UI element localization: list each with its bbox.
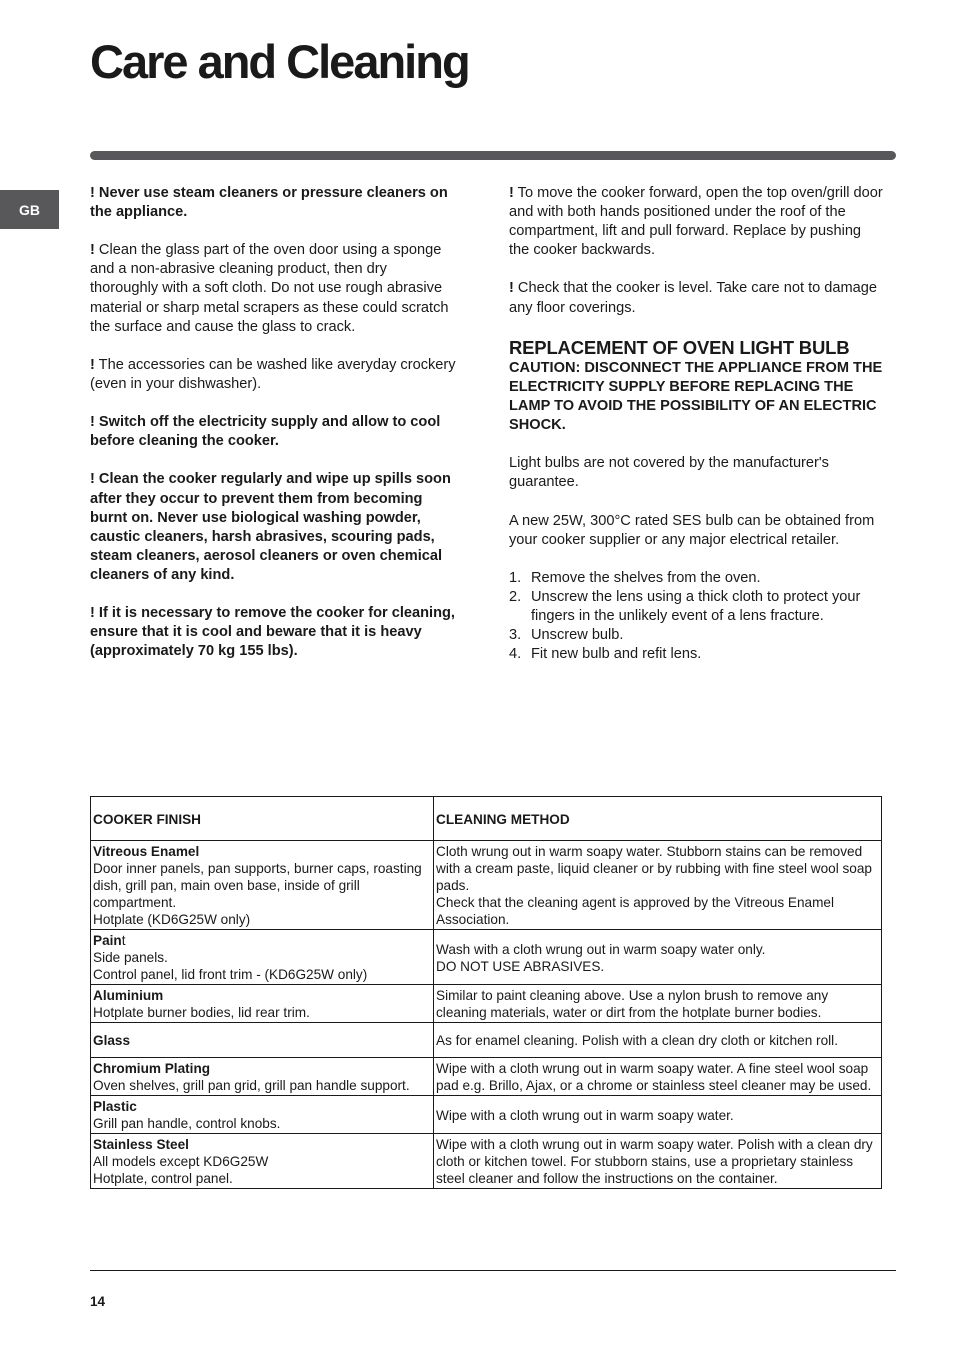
list-item: 4. Fit new bulb and refit lens. [509,646,702,663]
steps-list [509,569,885,664]
table-row [91,841,882,930]
method-text: DO NOT USE ABRASIVES. [436,958,605,974]
finish-detail: Door inner panels, pan supports, burner caps, roasting dish, grill pan, main oven base, inside of grill compartment. [93,861,422,910]
finish-name: Plastic [93,1099,137,1114]
right-column [509,184,885,664]
method-text: Wipe with a cloth wrung out in warm soapy water. Polish with a clean dry cloth or kitchen towel. For stubborn stains, use a proprietary stainless steel cleaner and follow the instructions on the container. [436,1137,873,1186]
footer-rule [90,1270,896,1271]
table-row [91,930,882,985]
warning-steam-cleaners: ! Never use steam cleaners or pressure cleaners on the appliance. [90,185,448,221]
method-text: Wash with a cloth wrung out in warm soapy water only. [436,941,766,957]
guarantee-text: Light bulbs are not covered by the manufacturer's guarantee. [509,455,829,491]
finish-detail: All models except KD6G25W [93,1154,269,1169]
bulb-text: A new 25W, 300°C rated SES bulb can be obtained from your cooker supplier or any major electrical retailer. [509,512,875,548]
method-text: As for enamel cleaning. Polish with a clean dry cloth or kitchen roll. [436,1033,838,1048]
cleaning-table [90,796,882,1189]
finish-detail: Hotplate, control panel. [93,1171,233,1186]
table-row [91,985,882,1023]
method-text: Wipe with a cloth wrung out in warm soapy water. A fine steel wool soap pad e.g. Brillo, Ajax, or a chrome or stainless steel cleaner may be used. [436,1061,872,1093]
finish-name: Glass [93,1033,131,1048]
note-glass-door: ! Clean the glass part of the oven door using a sponge and a non-abrasive cleaning product, then dry thoroughly with a soft cloth. Do not use rough abrasive material or sharp metal scrapers as these could scratch the surface and cause the glass to crack. [90,242,449,335]
finish-detail: Hotplate (KD6G25W only) [93,912,251,927]
finish-detail: Control panel, lid front trim - (KD6G25W only) [93,967,368,982]
finish-detail: Grill pan handle, control knobs. [93,1116,281,1131]
finish-detail: Hotplate burner bodies, lid rear trim. [93,1005,310,1020]
table-row [91,1023,882,1058]
finish-name: Chromium Plating [93,1061,211,1076]
finish-name: Pain [93,933,122,948]
warning-electricity: ! Switch off the electricity supply and allow to cool before cleaning the cooker. [90,414,441,450]
header-cooker-finish: COOKER FINISH [91,797,434,841]
header-cleaning-method: CLEANING METHOD [434,797,882,841]
table-row [91,1058,882,1096]
left-column [90,184,458,680]
page-title: Care and Cleaning [90,35,469,88]
note-accessories: ! The accessories can be washed like averyday crockery (even in your dishwasher). [90,356,456,392]
table-header-row [91,797,882,841]
method-text: Cloth wrung out in warm soapy water. Stubborn stains can be removed with a cream paste, liquid cleaner or by rubbing with fine steel wool soap pads. [436,844,872,893]
finish-name-suffix: t [121,933,126,948]
list-item: 2. Unscrew the lens using a thick cloth to protect your fingers in the unlikely event of a lens fracture. [509,588,861,624]
title-rule [90,151,896,160]
caution-text: CAUTION: DISCONNECT THE APPLIANCE FROM THE ELECTRICITY SUPPLY BEFORE REPLACING THE LAMP TO AVOID THE POSSIBILITY OF AN ELECTRIC SHOCK. [509,359,883,434]
note-move-cooker: ! To move the cooker forward, open the top oven/grill door and with both hands positioned under the roof of the compartment, lift and pull forward. Replace by pushing the cooker backwards. [509,185,883,259]
method-text: Similar to paint cleaning above. Use a nylon brush to remove any cleaning materials, water or dirt from the hotplate burner bodies. [436,988,829,1020]
finish-detail: Side panels. [93,950,168,965]
warning-clean-regularly: ! Clean the cooker regularly and wipe up spills soon after they occur to prevent them from becoming burnt on. Never use biological washing powder, caustic cleaners, harsh abrasives, scouring pads, steam cleaners, aerosol cleaners or oven chemical cleaners of any kind. [90,471,451,583]
finish-detail: Oven shelves, grill pan grid, grill pan handle support. [93,1078,410,1093]
warning-remove-cooker: ! If it is necessary to remove the cooker for cleaning, ensure that it is cool and beware that it is heavy (approximately 70 kg 155 lbs). [90,605,455,660]
section-heading: REPLACEMENT OF OVEN LIGHT BULB [509,336,850,358]
table-row [91,1096,882,1134]
method-text: Wipe with a cloth wrung out in warm soapy water. [436,1107,734,1123]
finish-name: Vitreous Enamel [93,844,200,859]
list-item: 1. Remove the shelves from the oven. [509,569,761,586]
table-row [91,1134,882,1189]
finish-name: Stainless Steel [93,1137,189,1152]
list-item: 3. Unscrew bulb. [509,627,624,644]
finish-name: Aluminium [93,988,164,1003]
language-tab: GB [0,190,59,229]
finish-name-line [93,932,431,949]
page-number: 14 [90,1294,106,1309]
note-cooker-level: ! Check that the cooker is level. Take care not to damage any floor coverings. [509,280,878,316]
method-text: Check that the cleaning agent is approved by the Vitreous Enamel Association. [436,895,834,927]
